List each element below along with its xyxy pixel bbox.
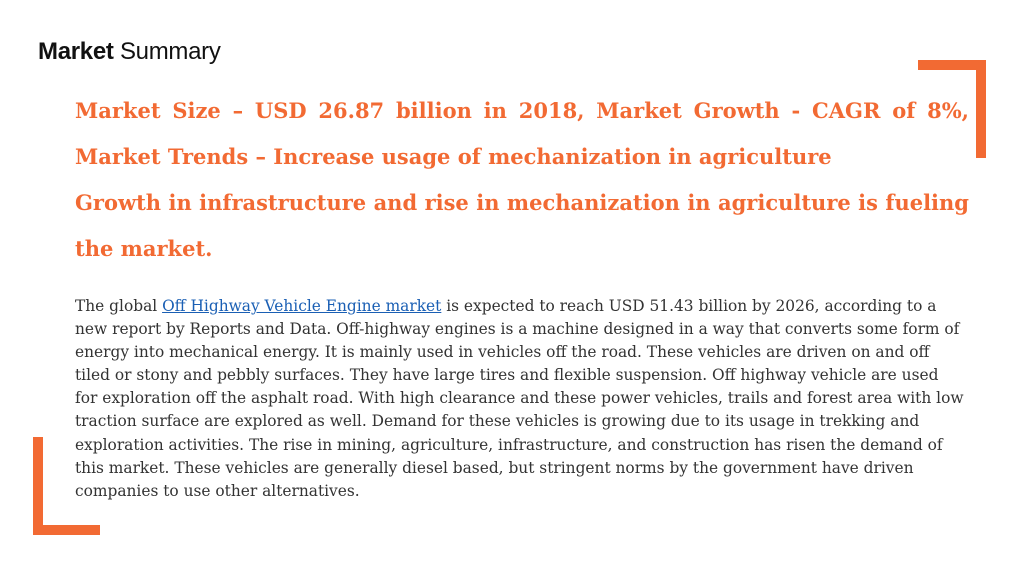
headline-growth: Growth in infrastructure and rise in mechanization in agriculture is fueling <box>75 190 969 215</box>
headline-market-trends: Market Trends – Increase usage of mechanization in agriculture <box>75 144 832 169</box>
page-title <box>38 38 221 66</box>
headline-growth-continued: the market. <box>75 236 213 261</box>
headline-market-size: Market Size – USD 26.87 billion in 2018, Market Growth - CAGR of 8%, <box>75 98 969 123</box>
title-word-summary: Summary <box>119 38 221 65</box>
title-word-market: Market <box>38 38 114 65</box>
headline-block <box>75 88 969 272</box>
market-report-link[interactable]: Off Highway Vehicle Engine market <box>162 297 442 315</box>
body-rest: is expected to reach USD 51.43 billion by 2026, according to a new report by Reports and Data. Off-highway engines is a machine designed in a way that converts some form of energy into mechanical energy. It is mainly used in vehicles off the road. These vehicles are driven on and off tiled or stony and pebbly surfaces. They have large tires and flexible suspension. Off highway vehicle are used for exploration off the asphalt road. With high clearance and these power vehicles, trails and forest area with low traction surface are explored as well. Demand for these vehicles is growing due to its usage in trekking and exploration activities. The rise in mining, agriculture, infrastructure, and construction has risen the demand of this market. These vehicles are generally diesel based, but stringent norms by the government have driven companies to use other alternatives. <box>75 297 964 500</box>
body-prefix: The global <box>75 297 163 315</box>
body-paragraph <box>75 295 965 503</box>
